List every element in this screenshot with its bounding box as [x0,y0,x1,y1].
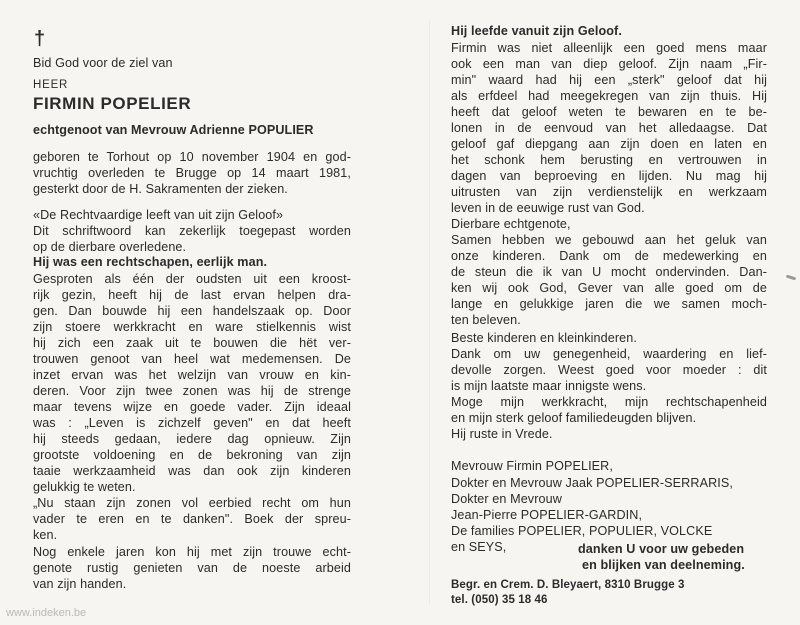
text-line: Nog enkele jaren kon hij met zijn trouwe echt- [33,545,351,559]
text-line: het schonk hem berusting en vertrouwen in [451,153,767,167]
text-line: onze kinderen. Dank om de medewerking en [451,249,767,263]
text-line: geboren te Torhout op 10 november 1904 en god- [33,150,351,164]
text-line: en SEYS, [451,540,507,554]
text-line: rijk gezin, heeft hij de last ervan helpen dra- [33,288,351,302]
text-line: Beste kinderen en kleinkinderen. [451,331,637,345]
prayer-line: Bid God voor de ziel van [33,56,173,70]
text-line: ook een man van diep geloof. Zijn naam „Fir- [451,57,767,71]
text-line: «De Rechtvaardige leeft van uit zijn Geloof» [33,208,284,222]
text-line: en mijn sterk geloof familiedeugden blijven. [451,411,697,425]
text-line: de steun die ik van U mocht ondervinden. Dan- [451,265,767,279]
text-line: grootste voldoening en de bekroning van zijn [33,448,351,462]
text-line: Samen hebben we gebouwd aan het geluk van [451,233,767,247]
text-line: gen. Dan bouwde hij een handelszaak op. Door [33,304,351,318]
text-line: is mijn laatste maar innigste wens. [451,379,647,393]
text-line: en blijken van deelneming. [582,558,745,572]
text-line: Dokter en Mevrouw [451,492,562,506]
text-line: inzet ervan was het welzijn van vrouw en kin- [33,368,351,382]
spouse-line: echtgenoot van Mevrouw Adrienne POPULIER [33,123,314,137]
cross-icon: † [34,28,46,50]
text-line: min" waard had hij een „sterk" geloof dat hij [451,73,767,87]
text-line: maar tevens wijze en goede vader. Zijn ideaal [33,400,351,414]
text-line: geloof gaf diepgang aan zijn doen en laten en [451,137,767,151]
text-line: vader te eren en te danken". Boek der spreu- [33,512,351,526]
text-line: Jean-Pierre POPELIER-GARDIN, [451,508,643,522]
text-line: Moge mijn werkkracht, mijn rechtschapenheid [451,395,767,409]
text-line: gesterkt door de H. Sakramenten der zieken. [33,182,288,196]
text-line: ten beleven. [451,313,521,327]
text-line: zijn stoere werkkracht en ware stielkennis wist [33,320,351,334]
text-line: Mevrouw Firmin POPELIER, [451,459,613,473]
section-heading: Hij was een rechtschapen, eerlijk man. [33,255,268,269]
text-line: als erfdeel had meegekregen van zijn thuis. Hij [451,89,767,103]
text-line: devolle zorgen. Weest goed voor moeder : dit [451,363,767,377]
fold-line [429,20,430,605]
text-line: genote rustig genieten van de noeste arbeid [33,561,351,575]
text-line: heeft dat geloof weten te bewaren en te be- [451,105,767,119]
text-line: lonen in de eenvoud van het alledaagse. Dat [451,121,767,135]
text-line: ken. [33,528,58,542]
title-heer: HEER [33,79,69,91]
text-line: lange en gelukkige jaren die we samen moch- [451,297,767,311]
deceased-name: FIRMIN POPELIER [33,94,192,113]
text-line: Dierbare echtgenote, [451,217,571,231]
text-line: tel. (050) 35 18 46 [451,594,548,606]
text-line: was : „Leven is zichzelf geven" en dat heeft [33,416,351,430]
section-heading: Hij leefde vanuit zijn Geloof. [451,24,622,38]
text-line: Dit schriftwoord kan zekerlijk toegepast worden [33,224,351,238]
text-line: vruchtig overleden te Brugge op 14 maart 1981, [33,166,351,180]
text-line: Hij ruste in Vrede. [451,427,553,441]
text-line: Dokter en Mevrouw Jaak POPELIER-SERRARIS, [451,476,733,490]
text-line: Dank om uw genegenheid, waardering en lief- [451,347,767,361]
text-line: leven in de eeuwige rust van God. [451,201,645,215]
text-line: Firmin was niet alleenlijk een goed mens maar [451,41,767,55]
text-line: uitrusten van zijn verdienstelijk en werkzaam [451,185,767,199]
text-line: dagen van beproeving en lijden. Nu mag hij [451,169,767,183]
text-line: Begr. en Crem. D. Bleyaert, 8310 Brugge 3 [451,579,685,591]
text-line: op de dierbare overledene. [33,240,187,254]
text-line: van zijn handen. [33,577,127,591]
text-line: taaie werkzaamheid was dan ook zijn kinderen [33,464,351,478]
text-line: „Nu staan zijn zonen vol eerbied recht om hun [33,496,351,510]
text-line: trouwen genoot van heel wat medemensen. De [33,352,351,366]
text-line: hij zich een zaak uit te bouwen die hët ver- [33,336,351,350]
text-line: hij steeds gedaan, iedere dag opnieuw. Zijn [33,432,351,446]
text-line: De families POPELIER, POPULIER, VOLCKE [451,524,713,538]
text-line: gelukkig te weten. [33,480,136,494]
text-line: ken wij ook God, Gever van alle goed om de [451,281,767,295]
text-line: danken U voor uw gebeden [578,542,745,556]
text-line: Gesproten als één der oudsten uit een kroost- [33,272,351,286]
scan-mark [786,275,796,281]
text-line: deren. Voor zijn twee zonen was hij de strenge [33,384,351,398]
watermark: www.indeken.be [6,607,87,619]
